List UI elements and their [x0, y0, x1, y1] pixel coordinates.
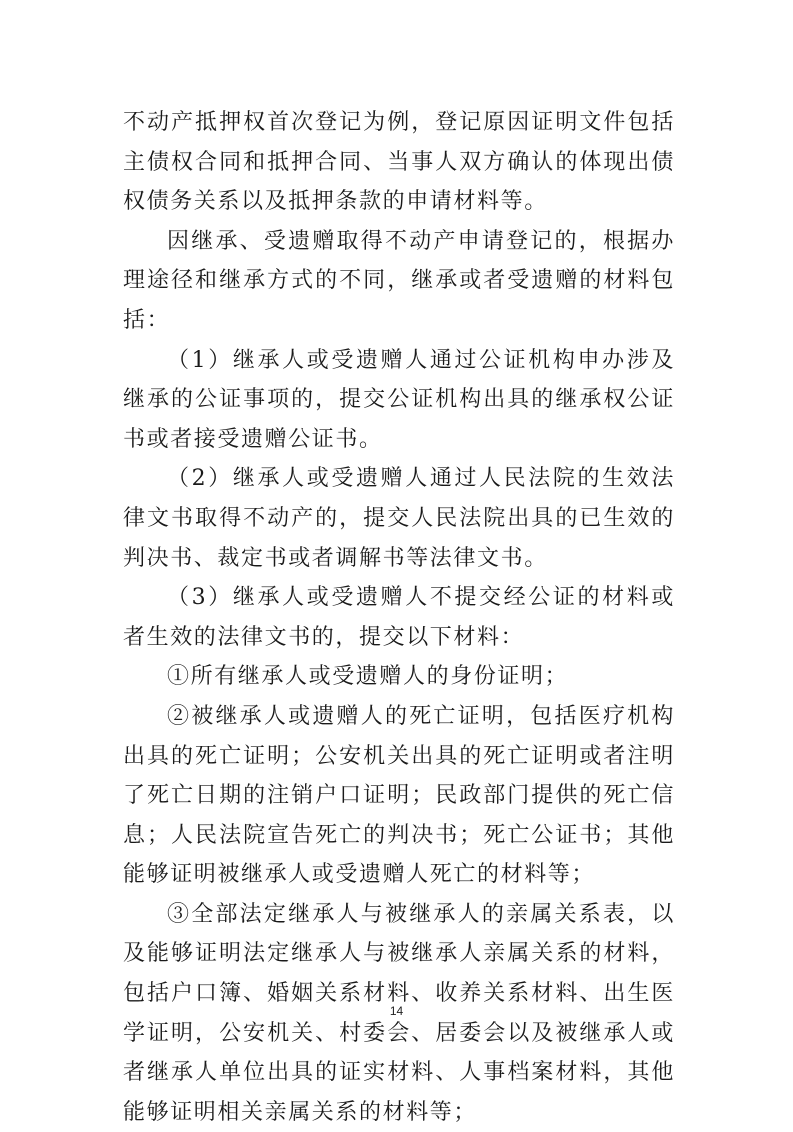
- paragraph-item-2: （2）继承人或受遗赠人通过人民法院的生效法律文书取得不动产的，提交人民法院出具的已生效的判决书、裁定书或者调解书等法律文书。: [123, 466, 675, 571]
- paragraph-subitem-2: ②被继承人或遗赠人的死亡证明，包括医疗机构出具的死亡证明；公安机关出具的死亡证明或者注明了死亡日期的注销户口证明；民政部门提供的死亡信息；人民法院宣告死亡的判决书；死亡公证书；其他能够证明被继承人或受遗赠人死亡的材料等；: [123, 703, 675, 888]
- body-text: [123, 103, 675, 1132]
- paragraph-item-1: （1）继承人或受遗赠人通过公证机构申办涉及继承的公证事项的，提交公证机构出具的继承权公证书或者接受遗赠公证书。: [123, 347, 675, 452]
- paragraph-subitem-3: ③全部法定继承人与被继承人的亲属关系表，以及能够证明法定继承人与被继承人亲属关系的材料，包括户口簿、婚姻关系材料、收养关系材料、出生医学证明，公安机关、村委会、居委会以及被继承人或者继承人单位出具的证实材料、人事档案材料，其他能够证明相关亲属关系的材料等；: [123, 901, 675, 1125]
- paragraph-inheritance-intro: 因继承、受遗赠取得不动产申请登记的，根据办理途径和继承方式的不同，继承或者受遗赠的材料包括：: [123, 228, 675, 333]
- paragraph-subitem-1: ①所有继承人或受遗赠人的身份证明；: [167, 664, 569, 690]
- paragraph-item-3: （3）继承人或受遗赠人不提交经公证的材料或者生效的法律文书的，提交以下材料：: [123, 585, 675, 650]
- paragraph-continuation: 不动产抵押权首次登记为例，登记原因证明文件包括主债权合同和抵押合同、当事人双方确认的体现出债权债务关系以及抵押条款的申请材料等。: [123, 110, 675, 215]
- page-number: 14: [389, 1004, 404, 1018]
